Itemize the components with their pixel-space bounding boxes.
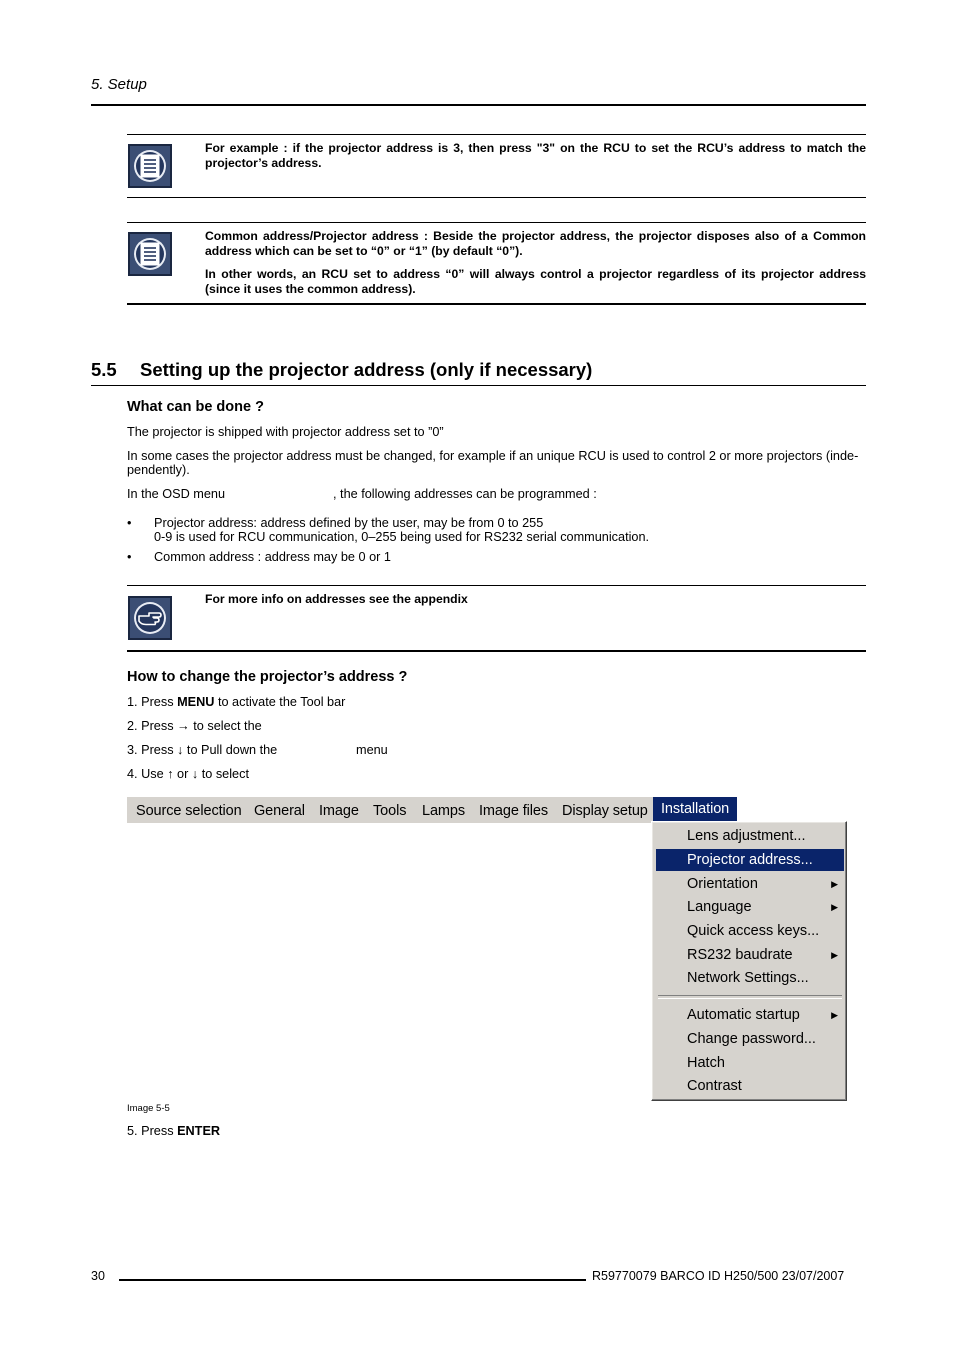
note-rule-bottom: [127, 650, 866, 652]
section-rule: [91, 385, 866, 386]
note-icon: [128, 232, 172, 276]
note-3-text: For more info on addresses see the appendix: [205, 592, 468, 606]
image-caption: Image 5-5: [127, 1103, 170, 1114]
dropdown-item-quick-access-keys[interactable]: Quick access keys...: [687, 923, 820, 939]
dropdown-item-change-password[interactable]: Change password...: [687, 1031, 816, 1047]
menu-image[interactable]: Image: [319, 803, 359, 819]
menu-display-setup[interactable]: Display setup: [562, 803, 648, 819]
dropdown-separator: [658, 995, 842, 999]
step-1: 1. Press MENU to activate the Tool bar: [127, 695, 346, 709]
dropdown-item-automatic-startup[interactable]: Automatic startup ▶: [656, 1004, 844, 1026]
note-rule-bottom: [127, 303, 866, 305]
note-rule-top: [127, 585, 866, 586]
menu-general[interactable]: General: [254, 803, 305, 819]
note-2-text-1: Common address/Projector address : Beside the projector address, the projector disposes also of a Common address which can be set to “0” or “1” (by default “0”).: [205, 229, 866, 258]
bullet-text: Common address : address may be 0 or 1: [154, 550, 391, 564]
dropdown-item-language[interactable]: Language ▶: [656, 896, 844, 918]
note-2-text-2: In other words, an RCU set to address “0” will always control a projector regardless of its projector address (since it uses the common address).: [205, 267, 866, 296]
step-3: 3. Press ↓ to Pull down the: [127, 743, 278, 757]
note-rule-top: [127, 222, 866, 223]
submenu-arrow-icon: ▶: [831, 879, 838, 889]
dropdown-item-orientation[interactable]: Orientation ▶: [656, 873, 844, 895]
running-header: 5. Setup: [91, 76, 147, 93]
note-rule-bottom: [127, 197, 866, 198]
menu-installation[interactable]: Installation: [653, 797, 737, 821]
footer-doc-id: R59770079 BARCO ID H250/500 23/07/2007: [592, 1269, 845, 1283]
page-number: 30: [91, 1269, 105, 1283]
section-heading: [91, 359, 592, 381]
bullet-text: 0-9 is used for RCU communication, 0–255 being used for RS232 serial communication.: [154, 530, 650, 544]
menu-source-selection[interactable]: Source selection: [136, 803, 242, 819]
submenu-arrow-icon: ▶: [831, 902, 838, 912]
dropdown-item-network-settings[interactable]: Network Settings...: [687, 970, 809, 986]
step-2: 2. Press → to select the: [127, 719, 262, 733]
paragraph: , the following addresses can be programmed :: [333, 487, 597, 501]
paragraph: The projector is shipped with projector address set to ”0”: [127, 425, 444, 439]
step-5: 5. Press ENTER: [127, 1124, 221, 1138]
installation-dropdown: [651, 821, 847, 1101]
pointing-hand-icon: [128, 596, 172, 640]
paragraph: In the OSD menu: [127, 487, 226, 501]
section-number: 5.5: [91, 359, 117, 380]
osd-menu-bar: [127, 797, 734, 823]
submenu-arrow-icon: ▶: [831, 1010, 838, 1020]
bullet-marker: •: [127, 516, 132, 530]
note-rule-top: [127, 134, 866, 135]
dropdown-item-hatch[interactable]: Hatch: [687, 1055, 725, 1071]
step-4: 4. Use ↑ or ↓ to select: [127, 767, 249, 781]
note-1-text: For example : if the projector address is 3, then press "3" on the RCU to set the RCU’s address to match the projector’s address.: [205, 141, 866, 170]
section-title: Setting up the projector address (only if necessary): [140, 359, 593, 380]
bullet-marker: •: [127, 550, 132, 564]
paragraph: pendently).: [127, 463, 190, 477]
paragraph: In some cases the projector address must be changed, for example if an unique RCU is used to control 2 or more projectors (inde-: [127, 449, 859, 463]
menu-image-files[interactable]: Image files: [479, 803, 549, 819]
bullet-text: Projector address: address defined by the user, may be from 0 to 255: [154, 516, 544, 530]
footer-rule: [119, 1279, 586, 1281]
menu-tools[interactable]: Tools: [373, 803, 407, 819]
submenu-arrow-icon: ▶: [831, 950, 838, 960]
step-3-suffix: menu: [356, 743, 388, 757]
dropdown-item-contrast[interactable]: Contrast: [687, 1078, 742, 1094]
menu-lamps[interactable]: Lamps: [422, 803, 466, 819]
subheading-what: What can be done ?: [127, 399, 264, 415]
dropdown-item-lens-adjustment[interactable]: Lens adjustment...: [687, 828, 806, 844]
subheading-how: How to change the projector’s address ?: [127, 669, 408, 685]
dropdown-item-projector-address[interactable]: Projector address...: [656, 849, 844, 871]
note-icon: [128, 144, 172, 188]
header-rule: [91, 104, 866, 106]
dropdown-item-rs232-baudrate[interactable]: RS232 baudrate ▶: [656, 944, 844, 966]
